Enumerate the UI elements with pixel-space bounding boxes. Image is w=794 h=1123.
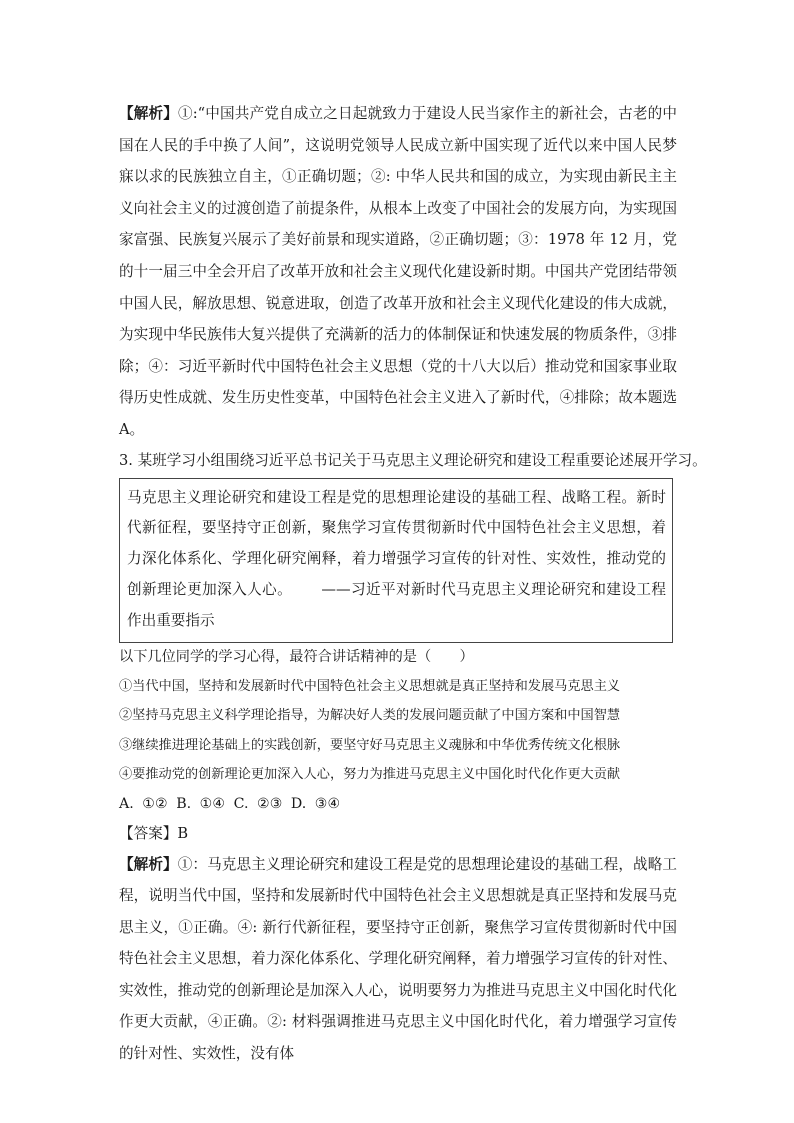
analysis-text-q3: ①：马克思主义理论研究和建设工程是党的思想理论建设的基础工程，战略工程，说明当代中国，坚持和发展新时代中国特色社会主义思想就是真正坚持和发展马克思主义，①正确。④: 新行代新征程，要坚持守正创新，聚焦学习宣传贯彻新时代中国特色社会主义思想，着力深化体系化、学理化研究阐释，着力增强学习宣传的针对性、实效性，推动党的创新理论是加深入人心，说明要努力为推进马克思主义中国化时代化作更大贡献，④正确。②: 材料强调推进马克思主义中国化时代化，着力增强学习宣传的针对性、实效性，没有体 bbox=[119, 855, 677, 1063]
analysis-label-q3: 【解析】 bbox=[119, 855, 178, 873]
analysis-text: ①:“中国共产党自成立之日起就致力于建设人民当家作主的新社会，古老的中国在人民的手中换了人间”，这说明党领导人民成立新中国实现了近代以来中国人民梦寐以求的民族独立自主，①正确切题；②: 中华人民共和国的成立，为实现由新民主主义向社会主义的过渡创造了前提条件，从根本上改变了中国社会的发展方向，为实现国家富强、民族复兴展示了美好前景和现实道路，②正确切题；③：1978 年 12 月，党的十一届三中全会开启了改革开放和社会主义现代化建设新时期。中国共产党团结带领中国人民，解放思想、锐意进取，创造了改革开放和社会主义现代化建设的伟大成就，为实现中华民族伟大复兴提供了充满新的活力的体制保证和快速发展的物质条件，③排除；④：习近平新时代中国特色社会主义思想（党的十八大以后）推动党和国家事业取得历史性成就、发生历史性变革，中国特色社会主义进入了新时代，④排除；故本题选 A。 bbox=[119, 105, 677, 438]
option-item-4: ④要推动党的创新理论更加深入人心，努力为推进马克思主义中国化时代化作更大贡献 bbox=[119, 767, 621, 783]
option-item-1: ①当代中国，坚持和发展新时代中国特色社会主义思想就是真正坚持和发展马克思主义 bbox=[119, 678, 621, 694]
answer-value: B bbox=[177, 825, 189, 843]
analysis-paragraph-q2 bbox=[119, 98, 677, 446]
answer-label: 【答案】 bbox=[119, 825, 178, 843]
option-item-3: ③继续推进理论基础上的实践创新，要坚守好马克思主义魂脉和中华优秀传统文化根脉 bbox=[119, 737, 621, 753]
answer-choices: A. ①② B. ①④ C. ②③ D. ③④ bbox=[119, 795, 341, 812]
question-3-stem: 以下几位同学的学习心得，最符合讲话精神的是（ ） bbox=[119, 648, 474, 665]
answer-line bbox=[119, 819, 677, 849]
quote-paragraph bbox=[127, 483, 666, 637]
option-item-2: ②坚持马克思主义科学理论指导，为解决好人类的发展问题贡献了中国方案和中国智慧 bbox=[119, 708, 621, 724]
quote-source: ——习近平对新时代马克思主义理论研究和建设工程作出重要指示 bbox=[127, 580, 666, 629]
quote-box bbox=[119, 478, 673, 643]
document-page bbox=[119, 98, 707, 1070]
analysis-label: 【解析】 bbox=[119, 105, 178, 122]
question-3-intro: 3. 某班学习小组围绕习近平总书记关于马克思主义理论研究和建设工程重要论述展开学习。 bbox=[119, 451, 707, 469]
quote-text: 马克思主义理论研究和建设工程是党的思想理论建设的基础工程、战略工程。新时代新征程，要坚持守正创新，聚焦学习宣传贯彻新时代中国特色社会主义思想，着力深化体系化、学理化研究阐释，着力增强学习宣传的针对性、实效性，推动党的创新理论更加深入人心。 bbox=[127, 488, 666, 598]
analysis-paragraph-q3 bbox=[119, 849, 677, 1070]
